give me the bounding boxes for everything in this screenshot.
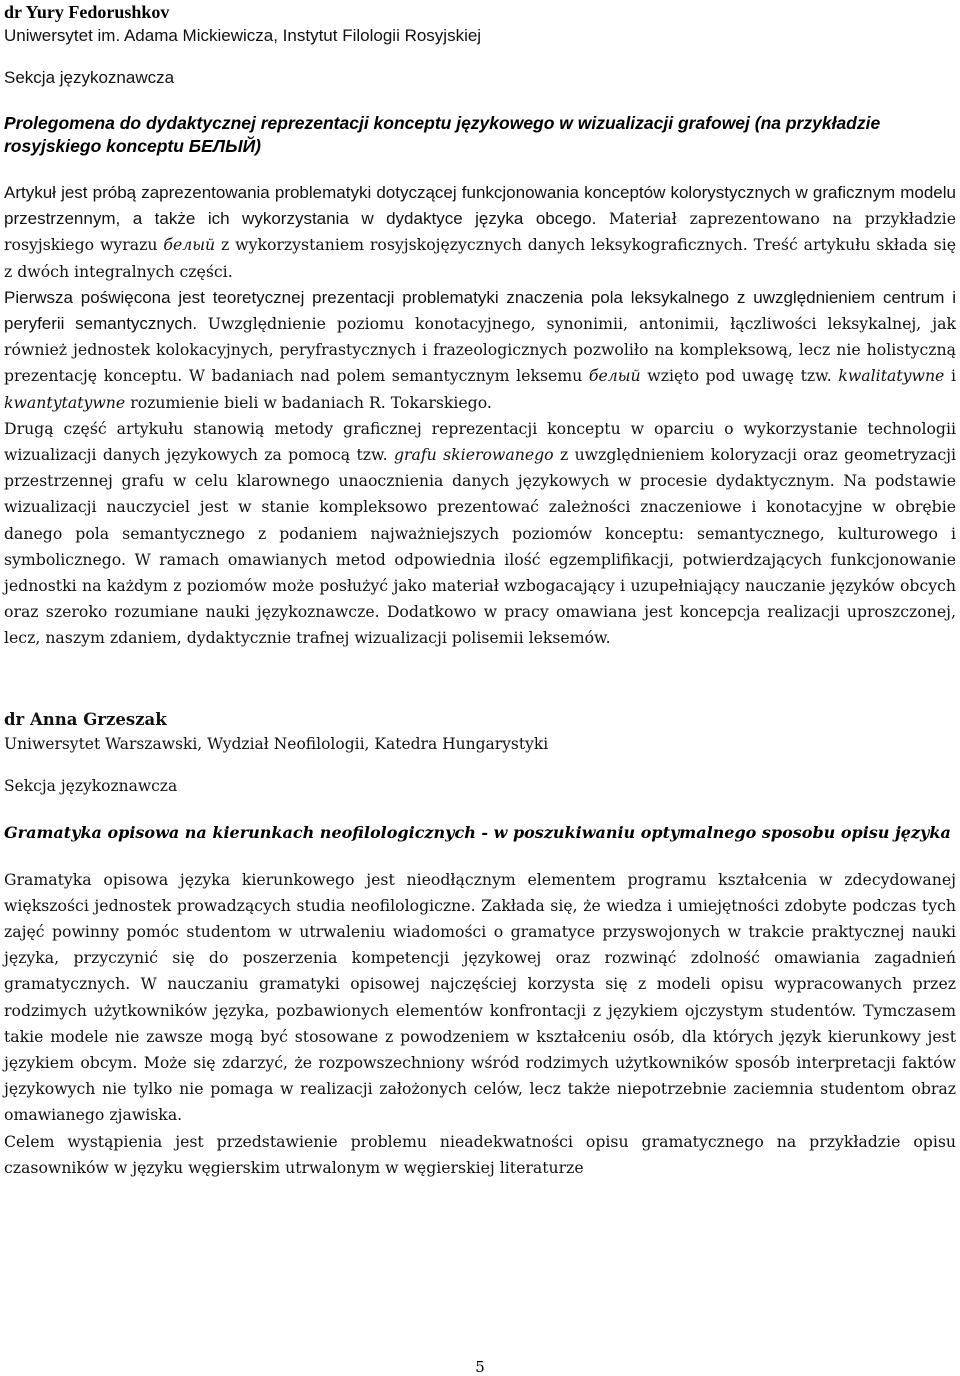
document-page — [4, 0, 956, 1181]
italic-term: kwalitatywne — [838, 366, 945, 386]
text-run: Drugą część artykułu stanowią metody graficznej reprezentacji konceptu w oparciu o wykorzystanie technologii wizualizacji danych językowych za pomocą tzw. — [4, 418, 956, 465]
text-run: z uwzględnieniem koloryzacji oraz geometryzacji przestrzennej grafu w celu klarownego unaocznienia danych językowych w procesie dydaktycznym. Na podstawie wizualizacji nauczyciel jest w stanie kompleksowo prezentować zależności znaczeniowe i konotacyjne w obrębie danego pola semantycznego z podaniem najważniejszych poziomów konceptu: semantycznego, kulturowego i symbolicznego. W ramach omawianych metod odpowiednia ilość egzemplifikacji, potwierdzających funkcjonowanie jednostki na każdym z poziomów może posłużyć jako materiał wzbogacający i uzupełniający nauczanie języków obcych oraz szeroko rozumiane nauki językoznawcze. Dodatkowo w pracy omawiana jest koncepcja realizacji uproszczonej, lecz, naszym zdaniem, dydaktycznie trafnej wizualizacji polisemii leksemów. — [4, 445, 957, 648]
text-run: z wykorzystaniem rosyjskojęzycznych danych leksykograficznych. Treść artykułu składa się z dwóch integralnych części. — [4, 235, 956, 281]
text-run: wzięto pod uwagę tzw. — [640, 366, 839, 386]
abstract-paragraph: Gramatyka opisowa języka kierunkowego jest nieodłącznym elementem programu kształcenia w zdecydowanej większości jednostek prowadzących studia neofilologiczne. Zakłada się, że wiedza i umiejętności zdobyte podczas tych zajęć powinny pomóc studentom w utrwaleniu wiadomości o gramatyce przyswojonych w trakcie praktycznej nauki języka, przyczynić się do poszerzenia kompetencji językowej oraz rozwinąć zdolność omawiania zagadnień gramatycznych. W nauczaniu gramatyki opisowej najczęściej korzysta się z modeli opisu wypracowanych przez rodzimych użytkowników języka, pozbawionych elementów konfrontacji z językiem ojczystym studentów. Tymczasem takie modele nie zawsze mogą być stosowane z powodzeniem w kształceniu osób, dla których język kierunkowy jest językiem obcym. Może się zdarzyć, że rozpowszechniony wśród rodzimych użytkowników sposób interpretacji faktów językowych nie tylko nie pomaga w realizacji założonych celów, lecz także niepotrzebnie zaciemnia studentom obraz omawianego zjawiska. — [4, 869, 956, 1125]
abstract-paragraph — [4, 416, 956, 652]
italic-term: kwantytatywne — [4, 392, 126, 412]
text-run: rozumienie bieli w badaniach R. Tokarskiego. — [125, 392, 492, 412]
italic-term: белый — [588, 366, 641, 386]
page-number: 5 — [475, 1358, 485, 1376]
section-label: Sekcja językoznawcza — [4, 776, 178, 795]
author-name: dr Anna Grzeszak — [4, 709, 167, 729]
author-name: dr Yury Fedorushkov — [4, 2, 170, 22]
entry-grzeszak — [4, 708, 956, 1181]
italic-term: белый — [163, 235, 216, 255]
abstract-paragraph: Celem wystąpienia jest przedstawienie problemu nieadekwatności opisu gramatycznego na przykładzie opisu czasowników w języku węgierskim utrwalonym w węgierskiej literaturze — [4, 1131, 956, 1177]
section-label: Sekcja językoznawcza — [4, 68, 175, 87]
paper-title: Gramatyka opisowa na kierunkach neofilologicznych - w poszukiwaniu optymalnego sposobu opisu języka — [4, 822, 951, 842]
text-run: Artykuł jest próbą zaprezentowania problematyki dotyczącej funkcjonowania konceptów kolorystycznych w graficznym modelu przestrzennym, a także ich wykorzystania w dydaktyce języka obcego. — [4, 183, 956, 229]
abstract-paragraph — [4, 285, 956, 416]
text-run: Pierwsza poświęcona jest teoretycznej prezentacji problematyki znaczenia pola leksykalnego z uwzględnieniem centrum i peryferii semantycznych. — [4, 287, 956, 334]
paper-title: Prolegomena do dydaktycznej reprezentacji konceptu językowego w wizualizacji grafowej (na przykładzie rosyjskiego konceptu БЕЛЫЙ) — [4, 113, 881, 156]
text-run: Materiał zaprezentowano na przykładzie rosyjskiego wyrazu — [4, 209, 956, 255]
entry-fedorushkov — [4, 0, 956, 652]
italic-term: grafu skierowanego — [393, 445, 554, 465]
author-affiliation: Uniwersytet Warszawski, Wydział Neofilologii, Katedra Hungarystyki — [4, 734, 549, 753]
text-run: i — [944, 366, 956, 386]
author-affiliation: Uniwersytet im. Adama Mickiewicza, Instytut Filologii Rosyjskiej — [4, 26, 482, 45]
text-run: Uwzględnienie poziomu konotacyjnego, synonimii, antonimii, łączliwości leksykalnej, jak również jednostek kolokacyjnych, peryfrastycznych i frazeologicznych pozwoliło na kompleksową, lecz nie holistyczną prezentację konceptu. W badaniach nad polem semantycznym leksemu — [4, 314, 956, 386]
abstract-paragraph — [4, 180, 956, 285]
